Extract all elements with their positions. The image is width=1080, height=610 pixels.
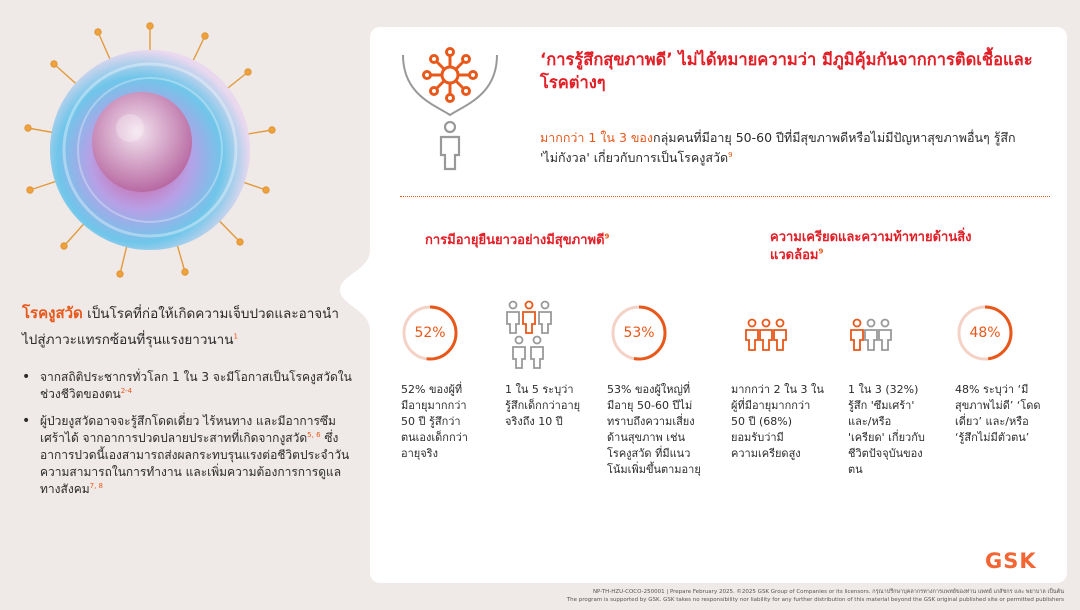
dotted-divider	[400, 196, 1050, 197]
stat-percent: 53%	[623, 325, 655, 341]
footer-legal	[424, 588, 1064, 604]
section-title-text: ความเครียดและความท้าทายด้านสิ่งแวดล้อม	[770, 230, 972, 263]
left-text-panel	[22, 300, 352, 508]
people-group-icon	[505, 300, 553, 370]
intro-paragraph	[22, 300, 352, 353]
fact-text: ซึ่งอาการปวดนี้เองสามารถส่งผลกระทบรุนแรงต่อชีวิตประจำวัน ความสามารถในการทำงาน และเพิ่มความต้องการการดูแลทางสังคม	[40, 431, 350, 496]
section-title-text: การมีอายุยืนยาวอย่างมีสุขภาพดี	[425, 233, 605, 248]
page-title: ‘การรู้สึกสุขภาพดี’ ไม่ได้หมายความว่า มีภูมิคุ้มกันจากการติดเชื้อและโรคต่างๆ	[540, 50, 1033, 92]
person-icon	[441, 122, 459, 169]
fact-list	[22, 369, 352, 498]
stat-percent: 52%	[414, 325, 446, 341]
footer-line: The program is supported by GSK. GSK takes no responsibility nor liability for any further distribution of this material beyond the GSK original published site or permitted publishers	[566, 597, 1064, 603]
intro-text: เป็นโรคที่ก่อให้เกิดความเจ็บปวดและอาจนำไปสู่ภาวะแทรกซ้อนที่รุนแรงยาวนาน	[22, 306, 339, 348]
stat-description: 48% ระบุว่า ‘มีสุขภาพไม่ดี’ ‘โดดเดี่ยว’ และ/หรือ ‘รู้สึกไม่มีตัวตน’	[955, 383, 1041, 444]
network-node-icon	[395, 45, 505, 175]
stat-description: 1 ใน 5 ระบุว่ารู้สึกเด็กกว่าอายุจริงถึง 10 ปี	[505, 383, 581, 428]
section-ref: 9	[818, 247, 824, 256]
virus-illustration	[20, 20, 280, 280]
fact-text: ผู้ป่วยงูสวัดอาจจะรู้สึกโดดเดี่ยว ไร้หนทาง และมีอาการซึมเศร้าได้ จากอาการปวดปลายประสาทที่เกิดจากงูสวัด	[40, 414, 336, 445]
fact-item	[22, 369, 352, 403]
people-group-icon	[850, 318, 892, 354]
stat-description: มากกว่า 2 ใน 3 ในผู้ที่มีอายุมากกว่า 50 ปี (68%) ยอมรับว่ามีความเครียดสูง	[731, 383, 824, 460]
stat-description: 1 ใน 3 (32%) รู้สึก 'ซึมเศร้า' และ/หรือ 'เครียด' เกี่ยวกับชีวิตปัจจุบันของตน	[848, 383, 925, 476]
gsk-logo: GSK	[985, 549, 1037, 573]
header-subtitle	[540, 128, 1030, 168]
fact-text: จากสถิติประชากรทั่วโลก 1 ใน 3 จะมีโอกาสเป็นโรคงูสวัดในช่วงชีวิตของตน	[40, 370, 352, 401]
intro-highlight: โรคงูสวัด	[22, 304, 83, 322]
subtitle-text: กลุ่มคนที่มีอายุ 50-60 ปีที่มีสุขภาพดีหรือไม่มีปัญหาสุขภาพอื่นๆ รู้สึก 'ไม่กังวล' เกี่ยวกับการเป็นโรคงูสวัด	[540, 130, 1016, 165]
card-notch	[340, 250, 400, 330]
intro-ref: 1	[233, 332, 238, 341]
section-title-stress	[770, 229, 1010, 265]
subtitle-highlight: มากกว่า 1 ใน 3 ของ	[540, 130, 654, 145]
section-title-longevity	[425, 232, 685, 250]
people-group-icon	[745, 318, 787, 354]
stat-description: 52% ของผู้ที่มีอายุมากกว่า 50 ปี รู้สึกว่าตนเองเด็กกว่าอายุจริง	[401, 383, 468, 460]
stat-description: 53% ของผู้ใหญ่ที่มีอายุ 50-60 ปีไม่ทราบถึงความเสี่ยงด้านสุขภาพ เช่น โรคงูสวัด ที่มีแนวโน้มเพิ่มขึ้นตามอายุ	[607, 383, 701, 476]
fact-item	[22, 413, 352, 498]
footer-line: NP-TH-HZU-COCO-250001 | Prepare February 2025. ©2025 GSK Group of Companies or its licensors. กรุณาปรึกษาบุคลากรทางการแพทย์ของท่าน แพทย์ เภสัชกร และ พยาบาล เป็นต้น	[592, 589, 1064, 595]
section-ref: 9	[604, 232, 610, 241]
fact-ref: 7, 8	[89, 482, 103, 490]
subtitle-ref: 9	[728, 150, 733, 159]
fact-ref: 5, 6	[307, 431, 321, 439]
stat-percent: 48%	[969, 325, 1001, 341]
fact-ref: 2-4	[120, 387, 133, 395]
